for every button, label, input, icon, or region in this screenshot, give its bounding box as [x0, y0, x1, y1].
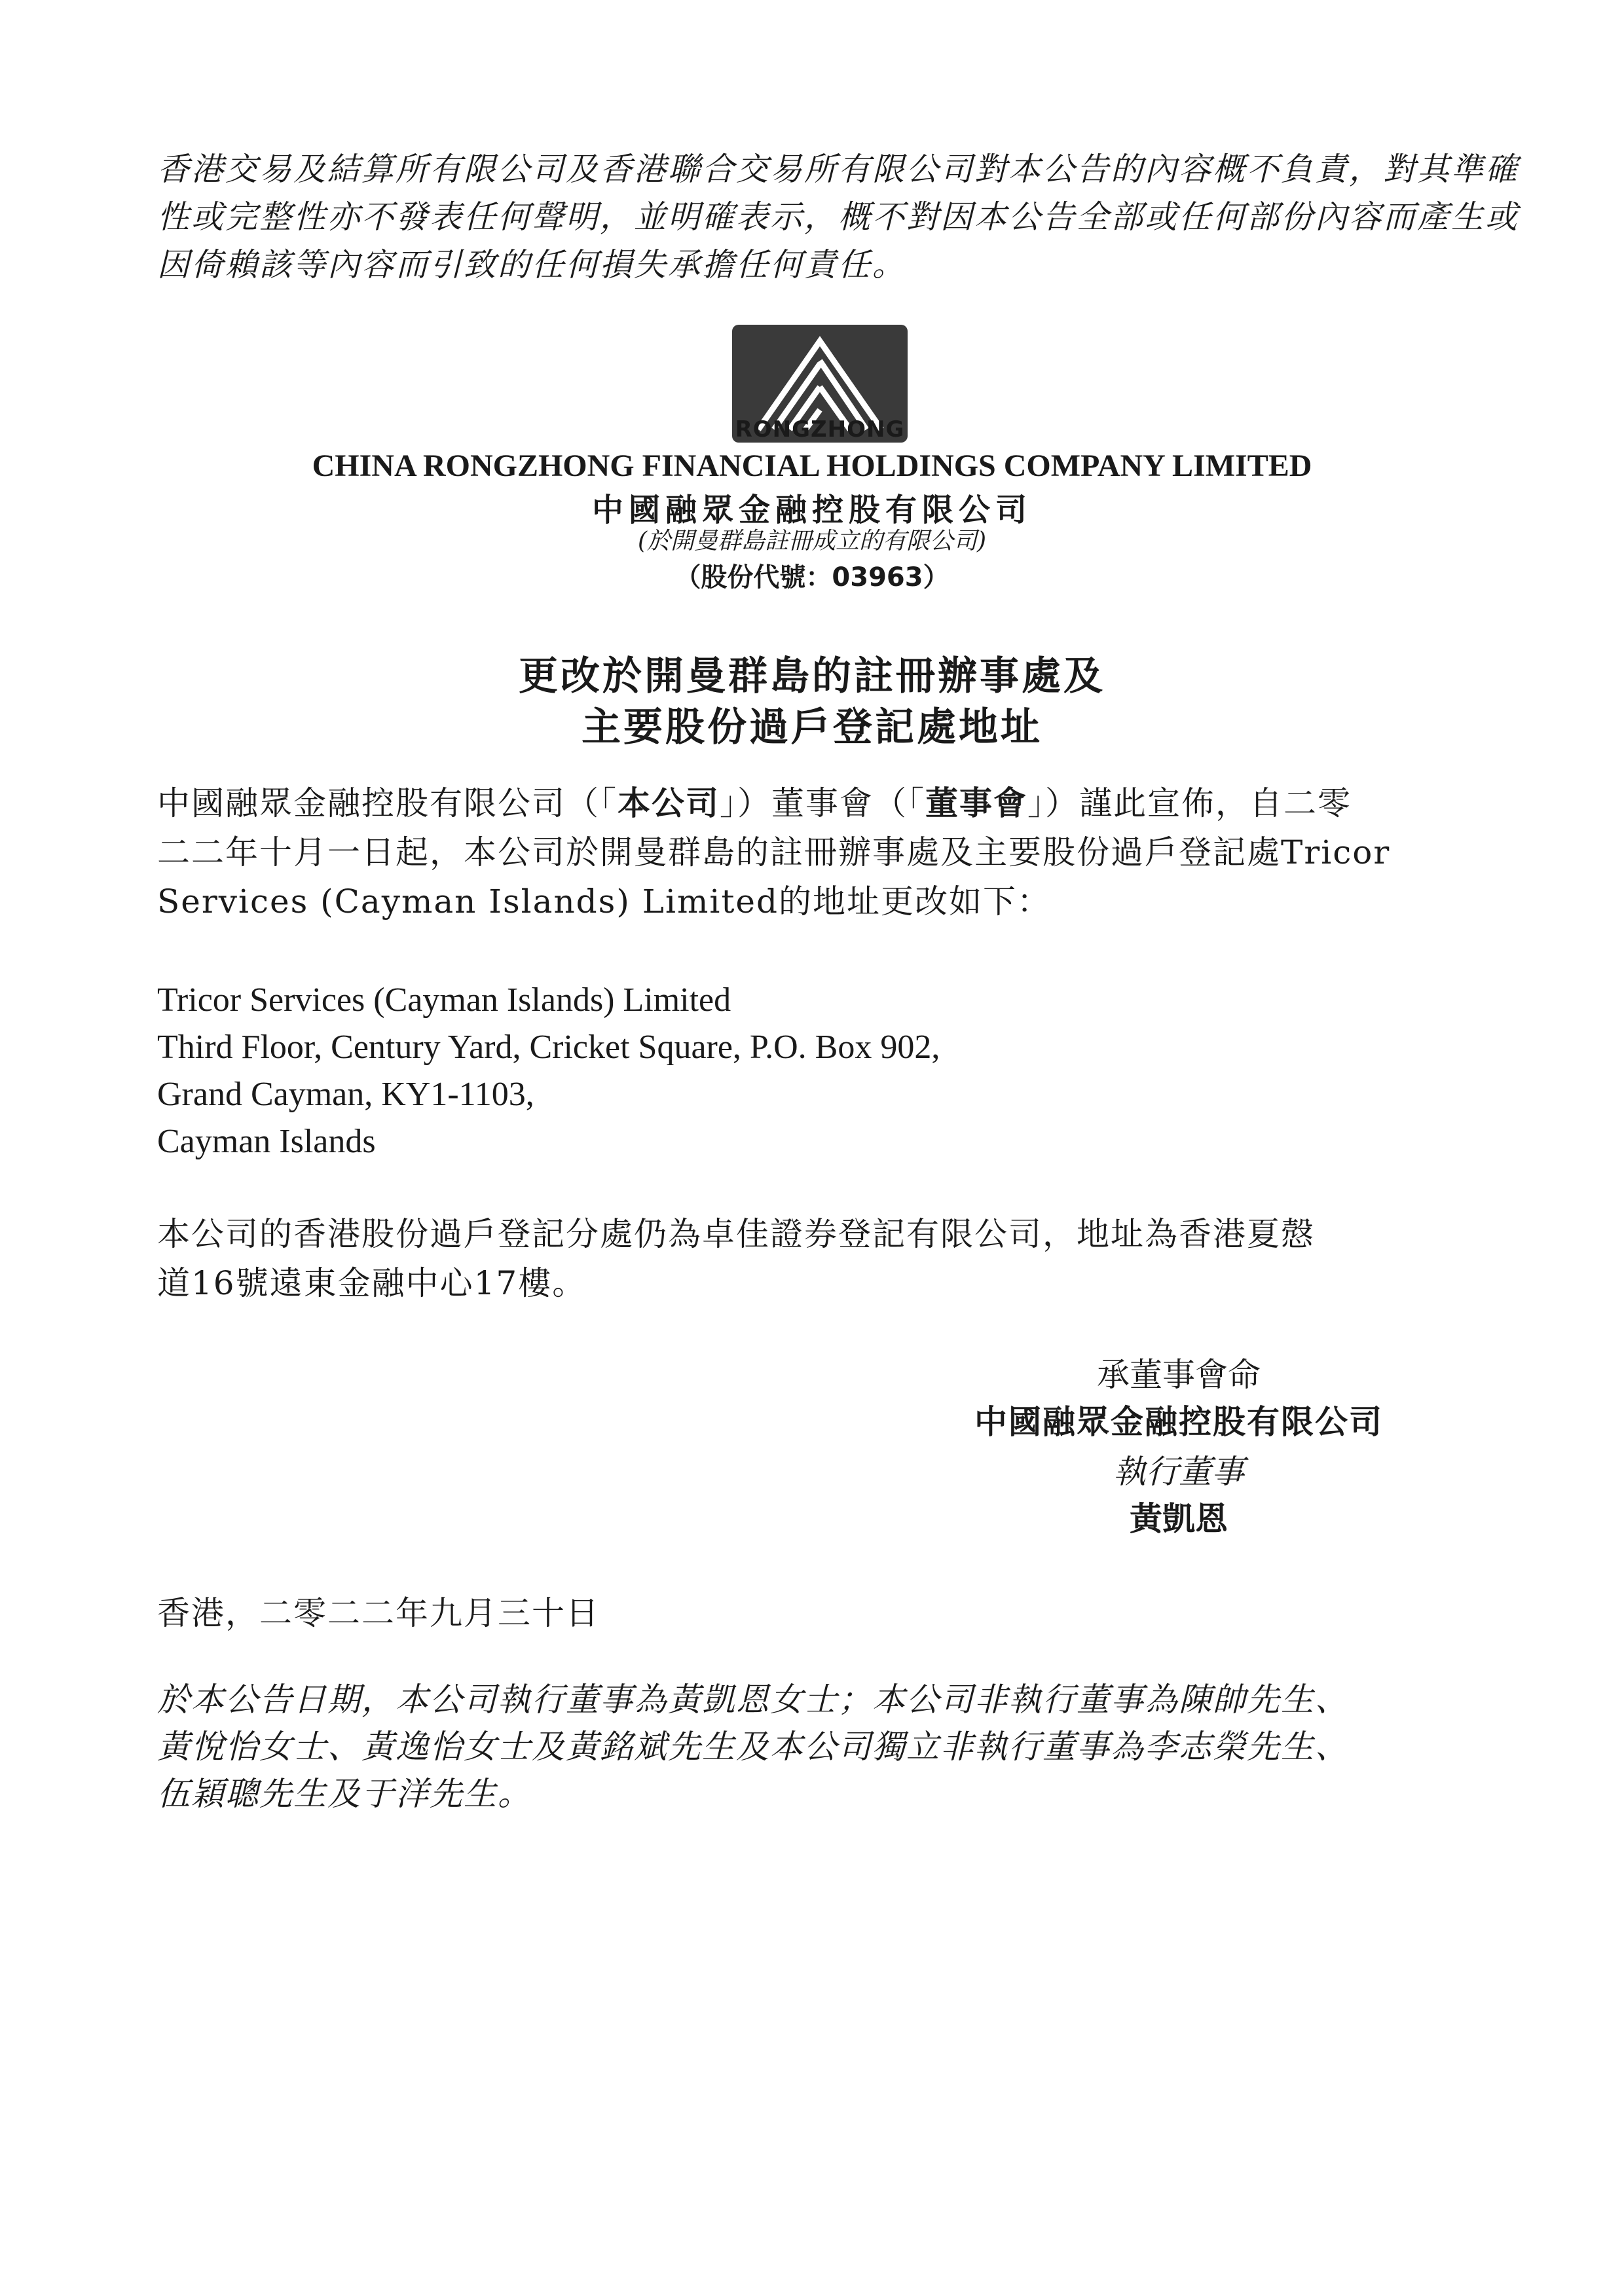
paragraph-line: 道16號遠東金融中心17樓。 — [157, 1264, 587, 1302]
signature-order-line: 承董事會命 — [1097, 1356, 1261, 1394]
announcement-title-line2: 主要股份過戶登記處地址 — [581, 704, 1043, 750]
disclaimer-line: 因倚賴該等內容而引致的任何損失承擔任何責任。 — [157, 246, 907, 283]
incorporation-note: (於開曼群島註冊成立的有限公司) — [637, 528, 987, 555]
signature-title: 執行董事 — [1113, 1453, 1244, 1491]
announcement-paragraph — [157, 779, 1486, 926]
directors-line: 黃悅怡女士、黃逸怡女士及黃銘斌先生及本公司獨立非執行董事為李志榮先生、 — [157, 1728, 1349, 1766]
defined-term: 董事會 — [925, 784, 1027, 822]
defined-term: 本公司 — [618, 784, 720, 822]
directors-line: 伍穎聰先生及于洋先生。 — [157, 1775, 532, 1813]
text-fragment: 」）董事會（「 — [720, 784, 925, 822]
announcement-date: 香港，二零二二年九月三十日 — [157, 1594, 600, 1632]
company-name-chinese: 中國融眾金融控股有限公司 — [591, 492, 1032, 528]
company-name-english: CHINA RONGZHONG FINANCIAL HOLDINGS COMPANY LIMITED — [312, 448, 1312, 483]
logo-wordmark: RONGZHONG — [735, 416, 905, 443]
address-line: Third Floor, Century Yard, Cricket Square, P.O. Box 902, — [157, 1029, 940, 1066]
directors-note — [157, 1676, 1506, 1817]
paragraph-line — [157, 779, 1486, 828]
disclaimer-line: 香港交易及結算所有限公司及香港聯合交易所有限公司對本公告的內容概不負責，對其準確 — [157, 151, 1520, 188]
branch-registrar-paragraph — [157, 1210, 1486, 1308]
text-fragment: 中國融眾金融控股有限公司（「 — [157, 784, 618, 822]
signature-company: 中國融眾金融控股有限公司 — [974, 1403, 1383, 1441]
text-fragment: 」）謹此宣佈，自二零 — [1027, 784, 1352, 822]
paragraph-line: 本公司的香港股份過戶登記分處仍為卓佳證券登記有限公司，地址為香港夏慤 — [157, 1215, 1315, 1253]
signature-name: 黃凱恩 — [1130, 1500, 1228, 1538]
address-line: Tricor Services (Cayman Islands) Limited — [157, 981, 731, 1019]
paragraph-line: Services (Cayman Islands) Limited的地址更改如下： — [157, 883, 1052, 920]
address-line: Cayman Islands — [157, 1123, 376, 1160]
stock-code: （股份代號：03963） — [674, 562, 950, 592]
paragraph-line: 二二年十月一日起，本公司於開曼群島的註冊辦事處及主要股份過戶登記處Tricor — [157, 833, 1391, 871]
disclaimer — [157, 145, 1520, 289]
announcement-title-line1: 更改於開曼群島的註冊辦事處及 — [519, 653, 1105, 699]
directors-line: 於本公告日期，本公司執行董事為黃凱恩女士；本公司非執行董事為陳帥先生、 — [157, 1681, 1349, 1719]
registrar-address — [157, 977, 1486, 1165]
disclaimer-line: 性或完整性亦不發表任何聲明，並明確表示，概不對因本公告全部或任何部份內容而產生或 — [157, 198, 1520, 236]
address-line: Grand Cayman, KY1-1103, — [157, 1076, 534, 1113]
